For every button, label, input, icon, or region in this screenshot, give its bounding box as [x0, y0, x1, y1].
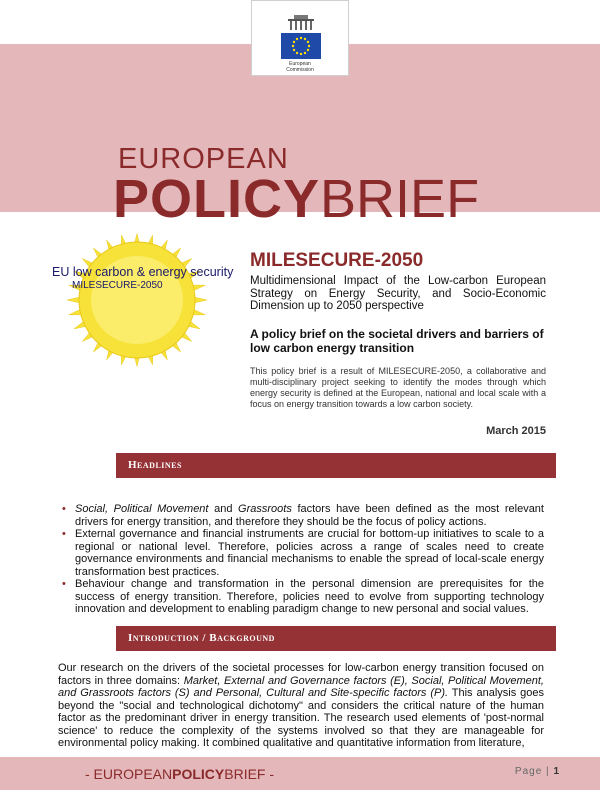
- section-intro-bar: Introduction / Background: [116, 626, 556, 651]
- eu-flag-icon: [281, 33, 321, 59]
- headline-item: [62, 578, 544, 616]
- headline-text: factors have been defined as the most relevant drivers for energy transition, and therefore they should be the focus of policy actions.: [75, 503, 544, 528]
- project-title: MILESECURE-2050: [250, 250, 424, 271]
- brief-date: March 2015: [486, 425, 546, 437]
- intro-italic: Market, External and Governance factors (E), Social, Political Movement, and Grassroots factors (S) and Personal, Cultural and Site-specific factors (P).: [58, 674, 544, 699]
- intro-text: This analysis goes beyond the "social and technological dichotomy" and considers the critical nature of the human factor as the predominant driver in energy transition. The research used elements of 'post-normal science' to reduce the complexity of the systems involved so that they are manageable for environmental policy making. It combined qualitative and quantitative information from literature,: [58, 687, 544, 749]
- brief-lead: A policy brief on the societal drivers and barriers of low carbon energy transition: [250, 327, 544, 355]
- headline-join: and: [208, 503, 239, 515]
- headline-text: External governance and financial instruments are crucial for bottom-up initiatives to scale to a regional or national level. Therefore, policies across a range of scales need to create governance environments and financial mechanisms to enable the spread of local-scale energy transformation best practices.: [75, 528, 544, 578]
- footer-european: - EUROPEAN: [85, 766, 173, 782]
- masthead-policy: POLICY: [113, 169, 321, 229]
- headline-text: Behaviour change and transformation in the personal dimension are prerequisites for the success of energy transition. Therefore, policies need to evolve from supporting technology innovation and development to enabling paradigm change to new personal and social values.: [75, 578, 544, 615]
- headlines-list: [62, 503, 544, 616]
- headline-italic: Grassroots: [238, 503, 292, 515]
- footer-band: [0, 757, 600, 790]
- section-headlines-bar: Headlines: [116, 453, 556, 478]
- page-number-value: 1: [553, 766, 560, 777]
- masthead-european: EUROPEAN: [118, 143, 289, 175]
- brief-description: This policy brief is a result of MILESECURE-2050, a collaborative and multi-disciplinary project seeking to identify the modes through which energy security is defined at the European, national and local scale with a focus on energy transition towards a low carbon society.: [250, 366, 546, 409]
- masthead-policy-brief: [113, 169, 480, 229]
- intro-paragraph: [58, 662, 544, 750]
- project-logo-line1: EU low carbon & energy security: [52, 265, 234, 279]
- project-logo-line2: MILESECURE-2050: [72, 280, 163, 291]
- european-commission-label: European Commission: [286, 61, 314, 73]
- intro-text: Our research on the drivers of the societal processes for low-carbon energy transition focused on factors in three domains:: [58, 662, 544, 687]
- european-commission-logo: [251, 0, 349, 76]
- commission-building-icon: [286, 15, 316, 31]
- headline-item: [62, 503, 544, 528]
- page-number: [515, 766, 560, 777]
- page-label: Page |: [514, 766, 550, 777]
- footer-policy: POLICY: [172, 766, 225, 782]
- masthead-brief: BRIEF: [320, 169, 480, 229]
- headline-italic: Social, Political Movement: [75, 503, 209, 515]
- sun-icon: [44, 230, 230, 370]
- project-subtitle: Multidimensional Impact of the Low-carbon European Strategy on Energy Security, and Socio-Economic Dimension up to 2050 perspective: [250, 275, 546, 312]
- headline-item: [62, 528, 544, 578]
- footer-brief: BRIEF -: [224, 766, 275, 782]
- project-sun-logo: [44, 230, 234, 370]
- footer-brand: [85, 766, 274, 782]
